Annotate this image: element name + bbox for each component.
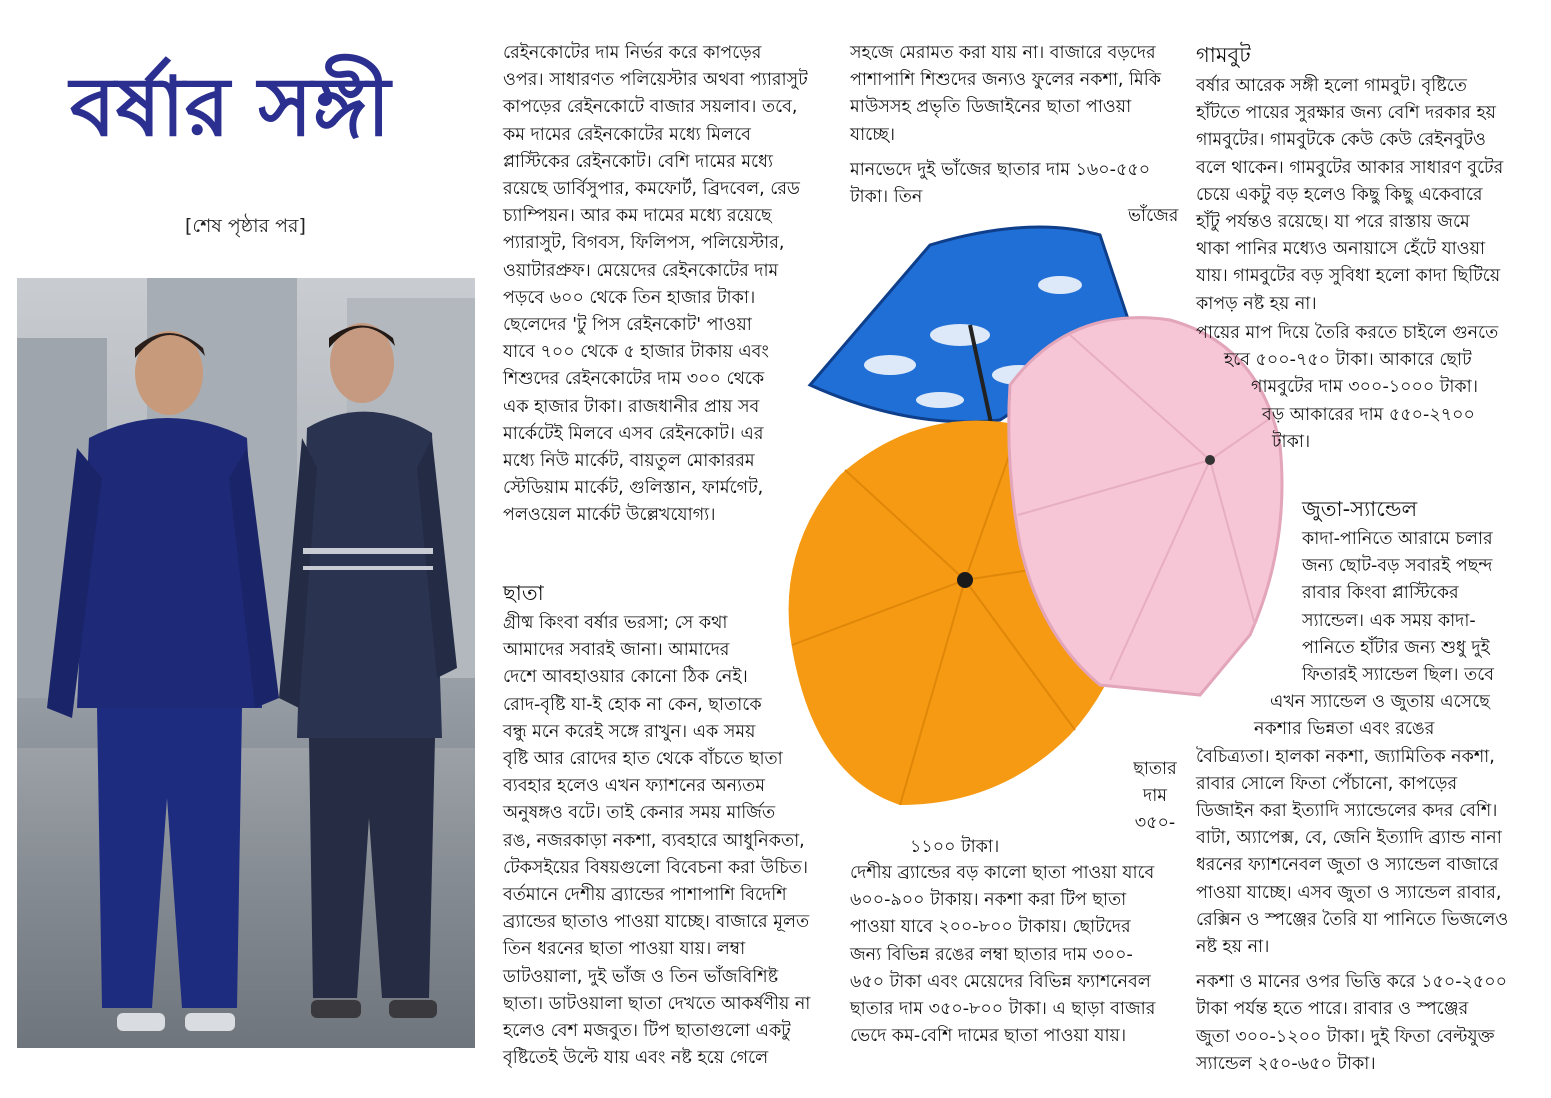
section-heading-gumboot: গামবুট xyxy=(1196,43,1251,67)
text-line: ছেলেদের 'টু পিস রেইনকোট' পাওয়া xyxy=(503,315,752,336)
caption-price-bottom: ১১০০ টাকা। xyxy=(910,837,1000,857)
text-line: ডাটওয়ালা, দুই ভাঁজ ও তিন ভাঁজবিশিষ্ট xyxy=(503,966,779,987)
text-line: যাচ্ছে। xyxy=(850,124,896,145)
text-line: কাপড় নষ্ট হয় না। xyxy=(1196,293,1317,314)
text-line: এখন স্যান্ডেল ও জুতায় এসেছে xyxy=(1270,692,1490,713)
text-line: রেক্সিন ও স্পঞ্জের তৈরি যা পানিতে ভিজলেও xyxy=(1196,909,1509,930)
text-line: গামবুটের। গামবুটকে কেউ কেউ রেইনবুটও xyxy=(1196,130,1486,151)
text-line: টাকা। xyxy=(1272,431,1311,452)
text-line: ৬০০-৯০০ টাকায়। নকশা করা টিপ ছাতা xyxy=(850,890,1127,911)
text-line: ফিতারই স্যান্ডেল ছিল। তবে xyxy=(1302,665,1494,686)
text-line: বলে থাকেন। গামবুটের আকার সাধারণ বুটের xyxy=(1196,157,1504,178)
text-line: রোদ-বৃষ্টি যা-ই হোক না কেন, ছাতাকে xyxy=(503,694,762,715)
caption-line: দাম xyxy=(1143,786,1167,806)
text-line: বন্ধু মনে করেই সঙ্গে রাখুন। এক সময় xyxy=(503,721,756,742)
text-line: বৃষ্টি আর রোদের হাত থেকে বাঁচতে ছাতা xyxy=(503,749,783,770)
text-line: থাকা পানির মধ্যেও অনায়াসে হেঁটে যাওয়া xyxy=(1196,239,1486,260)
text-line: ব্যবহার হলেও এখন ফ্যাশনের অন্যতম xyxy=(503,776,766,797)
text-line: টাকা। তিন xyxy=(850,187,923,208)
text-line: পায়ের মাপ দিয়ে তৈরি করতে চাইলে গুনতে xyxy=(1196,323,1499,343)
text-line: রয়েছে ডার্বিসুপার, কমফোর্ট, ব্রিদবেল, রেড xyxy=(503,179,800,200)
text-line: চেয়ে একটু বড় হলেও কিছু কিছু একেবারে xyxy=(1196,184,1483,205)
text-line: জুতা ৩০০-১২০০ টাকা। দুই ফিতা বেল্টযুক্ত xyxy=(1196,1026,1495,1047)
text-line: প্যারাসুট, বিগবস, ফিলিপস, পলিয়েস্টার, xyxy=(503,233,785,254)
text-line: কাদা-পানিতে আরামে চলার xyxy=(1302,529,1493,549)
text-line: পাশাপাশি শিশুদের জন্যও ফুলের নকশা, মিকি xyxy=(850,70,1161,91)
column-umbrella-continued xyxy=(850,40,1180,211)
column-gumboot-prices xyxy=(1196,320,1536,456)
text-line: দেশীয় ব্র্যান্ডের বড় কালো ছাতা পাওয়া যাবে xyxy=(850,863,1155,883)
text-line: নকশার ভিন্নতা এবং রঙের xyxy=(1254,719,1435,740)
text-line: রেইনকোটের দাম নির্ভর করে কাপড়ের xyxy=(503,43,762,63)
text-line: ভেদে কম-বেশি দামের ছাতা পাওয়া যায়। xyxy=(850,1026,1127,1047)
text-line: ডিজাইন করা ইত্যাদি স্যান্ডেলের কদর বেশি। xyxy=(1196,801,1498,822)
text-line: হাঁটতে পায়ের সুরক্ষার জন্য বেশি দরকার হয় xyxy=(1196,103,1496,124)
text-line: গামবুটের দাম ৩০০-১০০০ টাকা। xyxy=(1251,377,1478,398)
text-line: বর্ষার আরেক সঙ্গী হলো গামবুট। বৃষ্টিতে xyxy=(1196,76,1467,96)
text-line: হাঁটু পর্যন্তও রয়েছে। যা পরে রাস্তায় জমে xyxy=(1196,212,1470,233)
caption-folded: ভাঁজের xyxy=(1128,206,1179,226)
text-line: দেশে আবহাওয়ার কোনো ঠিক নেই। xyxy=(503,667,748,688)
section-heading-sandal: জুতা-স্যান্ডেল xyxy=(1302,497,1418,521)
text-line: স্যান্ডেল। এক সময় কাদা- xyxy=(1302,610,1476,631)
text-line: মার্কেটেই মিলবে এসব রেইনকোট। এর xyxy=(503,423,764,444)
text-line: বাটা, অ্যাপেক্স, বে, জেনি ইত্যাদি ব্র্যান্ড নানা xyxy=(1196,828,1502,849)
caption-line: ৩৫০- xyxy=(1134,813,1176,833)
text-line: বৈচিত্র্যতা। হালকা নকশা, জ্যামিতিক নকশা, xyxy=(1196,746,1495,767)
text-line: এক হাজার টাকা। রাজধানীর প্রায় সব xyxy=(503,396,760,417)
section-heading-chhata: ছাতা xyxy=(503,581,544,605)
text-line: ব্র্যান্ডের ছাতাও পাওয়া যাচ্ছে। বাজারে মূলত xyxy=(503,912,810,933)
text-line: স্টেডিয়াম মার্কেট, গুলিস্তান, ফার্মগেট, xyxy=(503,478,764,499)
text-line: যাবে ৭০০ থেকে ৫ হাজার টাকায় এবং xyxy=(503,342,769,363)
text-line: পড়বে ৬০০ থেকে তিন হাজার টাকা। xyxy=(503,287,756,308)
caption-price-side xyxy=(1120,756,1190,837)
text-line: জন্য বিভিন্ন রঙের লম্বা ছাতার দাম ৩০০- xyxy=(850,944,1133,965)
text-line: যায়। গামবুটের বড় সুবিধা হলো কাদা ছিটিয়ে xyxy=(1196,266,1501,287)
text-line: নকশা ও মানের ওপর ভিত্তি করে ১৫০-২৫০০ xyxy=(1196,972,1508,993)
text-line: আমাদের সবারই জানা। আমাদের xyxy=(503,640,730,661)
caption-line: ছাতার xyxy=(1133,759,1177,779)
text-line: জন্য ছোট-বড় সবারই পছন্দ xyxy=(1302,556,1493,577)
column-umbrella-prices xyxy=(850,860,1180,1050)
text-line: কম দামের রেইনকোটের মধ্যে মিলবে xyxy=(503,124,751,145)
text-line: কাপড়ের রেইনকোটে বাজার সয়লাব। তবে, xyxy=(503,97,798,118)
text-line: মধ্যে নিউ মার্কেট, বায়তুল মোকাররম xyxy=(503,451,755,472)
text-line: পলওয়েল মার্কেট উল্লেখযোগ্য। xyxy=(503,505,716,526)
text-line: প্লাস্টিকের রেইনকোট। বেশি দামের মধ্যে xyxy=(503,151,773,172)
text-line: ৬৫০ টাকা এবং মেয়েদের বিভিন্ন ফ্যাশনেবল xyxy=(850,971,1151,992)
models-illustration xyxy=(17,278,475,1048)
text-line: নষ্ট হয় না। xyxy=(1196,937,1270,958)
text-line: ওপর। সাধারণত পলিয়েস্টার অথবা প্যারাসুট xyxy=(503,70,808,91)
text-line: শিশুদের রেইনকোটের দাম ৩০০ থেকে xyxy=(503,369,765,390)
text-line: হবে ৫০০-৭৫০ টাকা। আকারে ছোট xyxy=(1224,350,1472,371)
page-title: বর্ষার সঙ্গী xyxy=(70,59,391,155)
text-line: ছাতার দাম ৩৫০-৮০০ টাকা। এ ছাড়া বাজার xyxy=(850,999,1156,1020)
text-line: রাবার সোলে ফিতা পেঁচানো, কাপড়ের xyxy=(1196,773,1458,794)
text-line: মাউসসহ প্রভৃতি ডিজাইনের ছাতা পাওয়া xyxy=(850,97,1132,118)
text-line: পাওয়া যাচ্ছে। এসব জুতা ও স্যান্ডেল রাবার, xyxy=(1196,882,1502,903)
raincoat-photo xyxy=(17,278,475,1048)
text-line: গ্রীষ্ম কিংবা বর্ষার ভরসা; সে কথা xyxy=(503,613,728,633)
column-gumboot xyxy=(1196,73,1536,318)
text-line: বর্তমানে দেশীয় ব্র্যান্ডের পাশাপাশি বিদেশি xyxy=(503,885,787,906)
continued-note: [শেষ পৃষ্ঠার পর] xyxy=(185,215,306,237)
column-sandal xyxy=(1196,526,1541,1078)
text-line: টেকসইয়ের বিষয়গুলো বিবেচনা করা উচিত। xyxy=(503,857,809,878)
text-line: ছাতা। ডাটওয়ালা ছাতা দেখতে আকর্ষণীয় না xyxy=(503,993,811,1014)
text-line: সহজে মেরামত করা যায় না। বাজারে বড়দের xyxy=(850,43,1156,63)
text-line: রাবার কিংবা প্লাস্টিকের xyxy=(1302,583,1459,604)
text-line: রঙ, নজরকাড়া নকশা, ব্যবহারে আধুনিকতা, xyxy=(503,830,805,851)
text-line: তিন ধরনের ছাতা পাওয়া যায়। লম্বা xyxy=(503,939,746,960)
text-line: ওয়াটারপ্রুফ। মেয়েদের রেইনকোটের দাম xyxy=(503,260,779,281)
text-line: পাওয়া যাবে ২০০-৮০০ টাকায়। ছোটদের xyxy=(850,917,1131,938)
text-line: অনুষঙ্গও বটে। তাই কেনার সময় মার্জিত xyxy=(503,803,776,824)
text-line: হলেও বেশ মজবুত। টিপ ছাতাগুলো একটু xyxy=(503,1021,791,1042)
text-line: বড় আকারের দাম ৫৫০-২৭০০ xyxy=(1262,404,1475,425)
text-line: চ্যাম্পিয়ন। আর কম দামের মধ্যে রয়েছে xyxy=(503,206,772,227)
text-line: ধরনের ফ্যাশনেবল জুতা ও স্যান্ডেল বাজারে xyxy=(1196,855,1499,876)
text-line: স্যান্ডেল ২৫০-৬৫০ টাকা। xyxy=(1196,1053,1376,1074)
text-line: টাকা পর্যন্ত হতে পারে। রাবার ও স্পঞ্জের xyxy=(1196,999,1469,1020)
text-line: বৃষ্টিতেই উল্টে যায় এবং নষ্ট হয়ে গেলে xyxy=(503,1048,769,1069)
text-line: মানভেদে দুই ভাঁজের ছাতার দাম ১৬০-৫৫০ xyxy=(850,159,1151,180)
text-line: পানিতে হাঁটার জন্য শুধু দুই xyxy=(1302,637,1490,658)
